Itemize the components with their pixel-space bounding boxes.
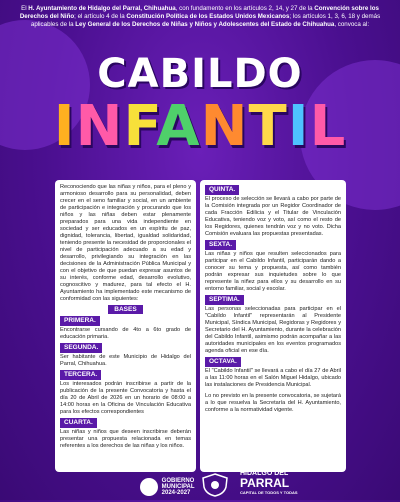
title-letter: A (156, 94, 201, 159)
title-line1: CABILDO (97, 51, 303, 97)
city-line1: HIDALGO DEL (240, 470, 289, 477)
section-text: El "Cabildo Infantil" se llevará a cabo el día 27 de Abril a las 11:00 horas en el Salón Miguel Hidalgo, ubicado las instalaciones de Presidencia Municipal. (205, 368, 341, 388)
section-label: SEGUNDA. (60, 343, 102, 353)
title-letter: L (309, 94, 347, 159)
section-text: Las personas seleccionadas para participar en el "Cabildo Infantil" representarán al Presidente Municipal, Síndica Municipal, Regidoras y Regidores y Secretario del H. Ayuntamiento, durante la celebración del Cabildo Infantil, asimismo podrán acompañar a las autoridades municipales en los eventos programados agenda oficial en ese día. (205, 306, 341, 354)
section-label: SEXTA. (205, 240, 236, 250)
footer (0, 470, 400, 500)
closing-text: Lo no previsto en la presente convocatoria, se sujetará a lo que resuelva la Secretaría del H. Ayuntamiento, conforme a la normatividad vigente. (205, 393, 341, 413)
section-label: CUARTA. (60, 418, 97, 428)
title-letter: N (75, 94, 124, 159)
city-line3: CAPITAL DE TODOS Y TODAS (240, 490, 298, 495)
gov-logo (140, 478, 195, 496)
title-letter: N (200, 94, 249, 159)
city-logo (240, 470, 298, 496)
section-text: Ser habitante de este Municipio de Hidalgo del Parral, Chihuahua. (60, 354, 191, 367)
section-label: OCTAVA. (205, 357, 241, 367)
left-card (55, 180, 196, 472)
gov-line3: 2024-2027 (161, 490, 191, 496)
city-line2: PARRAL (240, 476, 290, 490)
seal-icon (140, 478, 158, 496)
title-letter: T (248, 94, 288, 159)
left-intro: Reconociendo que las niñas y niños, para el pleno y armonioso desarrollo para su personalidad, deben crecer en el seno familiar y social, en un ambiente de participación e integración y procurando que los niños y las niñas deben estar plenamente preparados para una vida independiente en sociedad y ser educados en un espíritu de paz, dignidad, tolerancia, libertad, igualdad solidaridad, teniendo presente la necesidad de proporcionales el nivel de participación adecuado a su edad y desarrollo, privilegiando su integración en las decisiones de la Administración Pública Municipal y con el objetivo de que puedan expresar asuntos de su interés, conforme edad, desarrollo evolutivo, cognoscitivo y madurez, para tal efecto el H. Ayuntamiento ha implementado este mecanismo de conformidad con las siguientes: (60, 184, 191, 302)
section-text: Las niñas y niños que resulten seleccionados para participar en el Cabildo Infantil, participarán dando a conocer su tema y propuesta, así como también podrán expresar sus inquietudes sobre lo que represente la niñez para ellos y su desarrollo en su entorno familiar, social y escolar. (205, 251, 341, 292)
section-label: PRIMERA. (60, 316, 100, 326)
section-label: TERCERA. (60, 370, 101, 380)
left-sections (60, 315, 191, 450)
gov-line1: GOBIERNO (161, 478, 195, 484)
bases-header: BASES (60, 306, 191, 314)
title-letter: I (53, 94, 76, 159)
title-letter: I (287, 94, 310, 159)
section-label: QUINTA. (205, 185, 239, 195)
right-sections (205, 184, 341, 389)
section-text: Las niñas y niños que deseen inscribirse deberán presentar una propuesta relacionada en temas referentes a los derechos de las niñas y los niños. (60, 429, 191, 449)
right-card (200, 180, 346, 472)
page-title (0, 51, 400, 159)
section-label: SEPTIMA. (205, 295, 244, 305)
title-letter: F (123, 94, 157, 159)
section-text: Los interesados podrán inscribirse a partir de la publicación de la presente Convocatoria y hasta el día 20 de Abril de 2026 en un horario de 08:00 a 14:00 horas en la Oficina de Vinculación Educativa para los efectos correspondientes (60, 381, 191, 415)
section-text: Encontrarse cursando de 4to a 6to grado de educación primaria. (60, 327, 191, 340)
gov-line2: MUNICIPAL (161, 484, 195, 490)
title-line2 (0, 94, 400, 159)
intro-paragraph: El H. Ayuntamiento de Hidalgo del Parral, Chihuahua, con fundamento en los artículos 2, 14, y 27 de la Convención sobre los Derechos del Niño; el artículo 4 de la Constitución Política de los Estados Unidos Mexicanos; los artículos 1, 3, 6, 18 y demás aplicables de la Ley General de los Derechos de Niñas y Niños y Adolescentes del Estado de Chihuahua, convoca al: (19, 5, 381, 28)
crest-icon (200, 473, 230, 497)
section-text: El proceso de selección se llevará a cabo por parte de la Comisión integrada por un Regidor Coordinador de cada Fracción Edilicia y el Titular de Vinculación Educativa, teniendo voz y voto, así como el resto de los Regidores, quienes tendrán voz y no voto. Dicha Comisión evaluara las propuestas presentadas. (205, 196, 341, 237)
